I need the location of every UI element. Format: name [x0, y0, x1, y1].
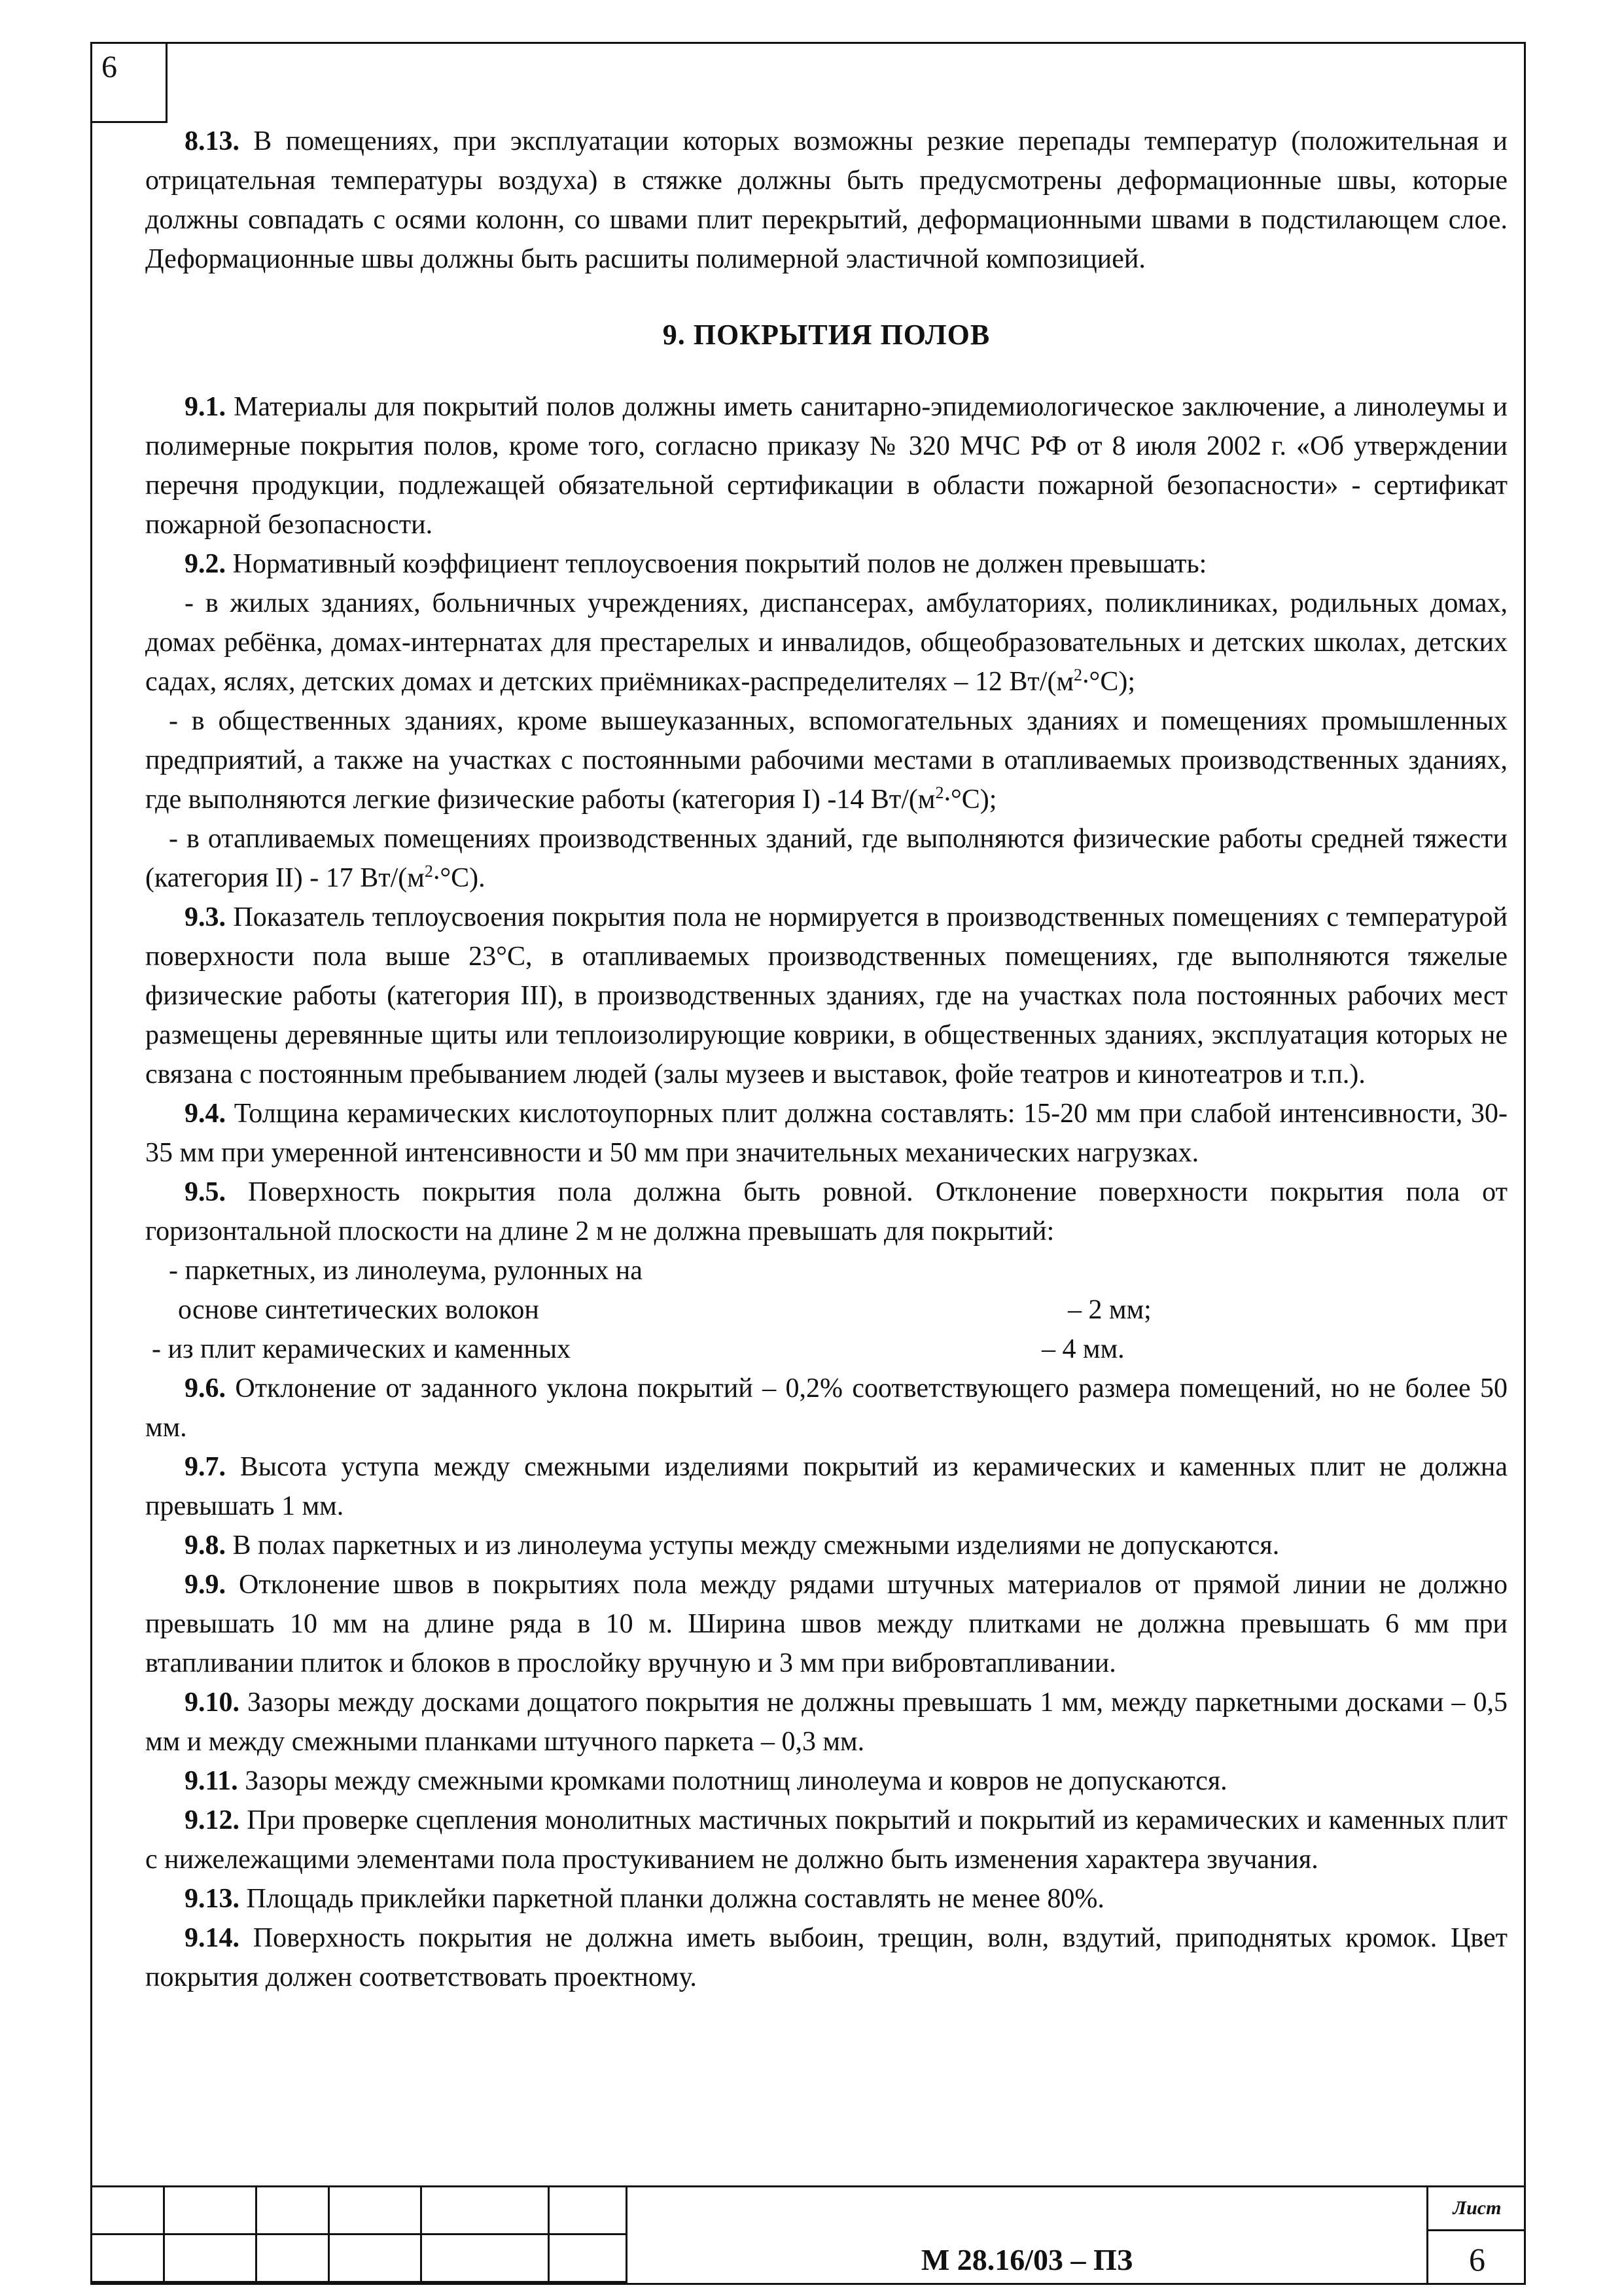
clause-number: 9.12.: [185, 1805, 239, 1835]
clause-number: 9.13.: [185, 1884, 239, 1914]
paragraph-text: Толщина керамических кислотоупорных плит должна составлять: 15-20 мм при слабой интенсивности, 30-35 мм при умеренной интенсивности и 50 мм при значительных механических нагрузках.: [145, 1099, 1508, 1168]
paragraph-text: Поверхность покрытия не должна иметь выбоин, трещин, волн, вздутий, приподнятых кромок. Цвет покрытия должен соответствовать проектному.: [145, 1923, 1508, 1992]
paragraph-9-3: [145, 898, 1508, 1094]
grid-cell: [549, 2234, 627, 2282]
clause-number: 9.11.: [185, 1766, 238, 1796]
grid-cell: [549, 2187, 627, 2234]
paragraph-9-11: [145, 1761, 1508, 1801]
grid-cell: [92, 2187, 164, 2234]
document-body: [145, 122, 1508, 1997]
clause-number: 9.14.: [185, 1923, 239, 1953]
paragraph-text: Поверхность покрытия пола должна быть ровной. Отклонение поверхности покрытия пола от горизонтальной плоскости на длине 2 м не должна превышать для покрытий:: [145, 1177, 1508, 1246]
paragraph-text: Площадь приклейки паркетной планки должна составлять не менее 80%.: [239, 1884, 1104, 1914]
list-item-text: - в общественных зданиях, кроме вышеуказанных, вспомогательных зданиях и помещениях промышленных предприятий, а также на участках с постоянными рабочими местами в отапливаемых производственных зданиях, где выполняются легкие физические работы (категория I) -14 Вт/(м: [145, 706, 1508, 815]
clause-number: 9.1.: [185, 392, 226, 422]
superscript: 2: [935, 783, 944, 802]
tolerance-value: – 4 мм.: [1042, 1334, 1125, 1364]
paragraph-9-2: [145, 544, 1508, 584]
paragraph-text: Показатель теплоусвоения покрытия пола не нормируется в производственных помещениях с температурой поверхности пола выше 23°С, в отапливаемых производственных помещениях, где выполняются тяжелые физические работы (категория III), в производственных зданиях, где на участках пола постоянных рабочих мест размещены деревянные щиты или теплоизолирующие коврики, в общественных зданиях, эксплуатация которых не связана с постоянным пребыванием людей (залы музеев и выставок, фойе театров и кинотеатров и т.п.).: [145, 902, 1508, 1089]
tolerance-label: - из плит керамических и каменных: [152, 1334, 571, 1364]
superscript: 2: [1074, 665, 1083, 684]
paragraph-text: Зазоры между досками дощатого покрытия не должны превышать 1 мм, между паркетными досками – 0,5 мм и между смежными планками штучного паркета – 0,3 мм.: [145, 1687, 1508, 1757]
grid-cell: [421, 2234, 549, 2282]
paragraph-text: Зазоры между смежными кромками полотнищ линолеума и ковров не допускаются.: [238, 1766, 1227, 1796]
grid-cell: [92, 2234, 164, 2282]
paragraph-text: Отклонение швов в покрытиях пола между рядами штучных материалов от прямой линии не должно превышать 10 мм на длине ряда в 10 м. Ширина швов между плитками не должна превышать 6 мм при втапливании плиток и блоков в прослойку вручную и 3 мм при вибровтапливании.: [145, 1570, 1508, 1678]
clause-number: 9.3.: [185, 902, 226, 932]
title-block-grid: [90, 2185, 627, 2283]
paragraph-9-9: [145, 1565, 1508, 1683]
grid-cell: [164, 2187, 256, 2234]
clause-number: 9.5.: [185, 1177, 226, 1207]
grid-cell: [329, 2187, 421, 2234]
clause-number: 9.7.: [185, 1452, 226, 1482]
tolerance-row: [145, 1290, 1508, 1330]
grid-cell: [329, 2234, 421, 2282]
list-item-unit: ∙°С);: [1082, 667, 1135, 697]
clause-number: 9.8.: [185, 1530, 226, 1561]
paragraph-text: Материалы для покрытий полов должны иметь санитарно-эпидемиологическое заключение, а линолеумы и полимерные покрытия полов, кроме того, согласно приказу № 320 МЧС РФ от 8 июля 2002 г. «Об утверждении перечня продукции, подлежащей обязательной сертификации в области пожарной безопасности» - сертификат пожарной безопасности.: [145, 392, 1508, 540]
list-item: [145, 819, 1508, 898]
clause-number: 9.10.: [185, 1687, 239, 1718]
clause-number: 9.4.: [185, 1099, 226, 1129]
tolerance-label: основе синтетических волокон: [178, 1295, 539, 1325]
paragraph-9-7: [145, 1447, 1508, 1526]
paragraph-9-13: [145, 1879, 1508, 1918]
tolerance-row: [145, 1330, 1508, 1369]
grid-cell: [164, 2234, 256, 2282]
list-item: [145, 701, 1508, 819]
list-item-unit: ∙°С);: [944, 785, 997, 815]
paragraph-text: Высота уступа между смежными изделиями покрытий из керамических и каменных плит не должна превышать 1 мм.: [145, 1452, 1508, 1521]
sheet-number: 6: [1469, 2241, 1485, 2278]
paragraph-text: Отклонение от заданного уклона покрытий – 0,2% соответствующего размера помещений, но не более 50 мм.: [145, 1373, 1508, 1443]
clause-number: 9.9.: [185, 1570, 226, 1600]
sheet-label: Лист: [1428, 2187, 1526, 2231]
paragraph-text: При проверке сцепления монолитных мастичных покрытий и покрытий из керамических и каменных плит с нижележащими элементами пола простукиванием не должно быть изменения характера звучания.: [145, 1805, 1508, 1875]
tolerance-value: – 2 мм;: [1068, 1295, 1152, 1325]
doc-code: М 28.16/03 – ПЗ: [921, 2243, 1133, 2276]
paragraph-8-13: [145, 122, 1508, 279]
paragraph-9-4: [145, 1094, 1508, 1173]
paragraph-9-6: [145, 1369, 1508, 1447]
list-item: - паркетных, из линолеума, рулонных на: [169, 1256, 643, 1286]
clause-number: 9.2.: [185, 549, 226, 579]
paragraph-9-8: [145, 1526, 1508, 1565]
clause-number: 8.13.: [185, 126, 239, 156]
paragraph-text: В полах паркетных и из линолеума уступы между смежными изделиями не допускаются.: [226, 1530, 1280, 1561]
list-item: [145, 584, 1508, 701]
list-item-text: - в жилых зданиях, больничных учреждениях, диспансерах, амбулаториях, поликлиниках, родильных домах, домах ребёнка, домах-интернатах для престарелых и инвалидов, общеобразовательных и детских школах, детских садах, яслях, детских домах и детских приёмниках-распределителях – 12 Вт/(м: [145, 588, 1508, 697]
paragraph-9-10: [145, 1683, 1508, 1761]
paragraph-text: Нормативный коэффициент теплоусвоения покрытий полов не должен превышать:: [226, 549, 1207, 579]
sheet-cell: [1426, 2185, 1526, 2285]
grid-cell: [256, 2187, 329, 2234]
list-item-unit: ∙°С).: [432, 863, 485, 893]
grid-cell: [256, 2234, 329, 2282]
section-title: 9. ПОКРЫТИЯ ПОЛОВ: [662, 319, 991, 351]
list-item-text: - в отапливаемых помещениях производственных зданий, где выполняются физические работы средней тяжести (категория II) - 17 Вт/(м: [145, 824, 1508, 893]
paragraph-9-5: [145, 1173, 1508, 1251]
page-number-corner: 6: [90, 42, 168, 123]
grid-cell: [421, 2187, 549, 2234]
paragraph-9-1: [145, 387, 1508, 544]
paragraph-9-14: [145, 1918, 1508, 1997]
paragraph-9-12: [145, 1801, 1508, 1879]
doc-code-cell: [626, 2185, 1426, 2285]
paragraph-text: В помещениях, при эксплуатации которых возможны резкие перепады температур (положительная и отрицательная температуры воздуха) в стяжке должны быть предусмотрены деформационные швы, которые должны совпадать с осями колонн, со швами плит перекрытий, деформационными швами в подстилающем слое. Деформационные швы должны быть расшиты полимерной эластичной композицией.: [145, 126, 1508, 274]
clause-number: 9.6.: [185, 1373, 226, 1404]
title-block: [90, 2185, 1526, 2285]
superscript: 2: [424, 862, 433, 881]
